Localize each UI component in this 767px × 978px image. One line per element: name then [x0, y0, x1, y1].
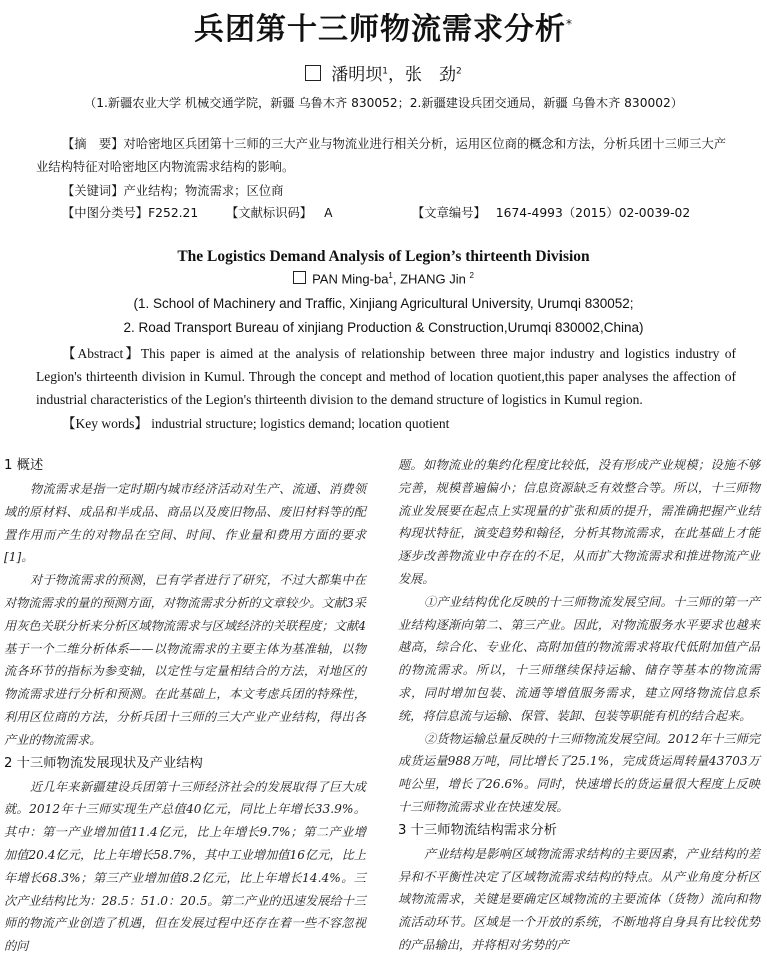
author2-en-mark: 2	[469, 271, 474, 280]
checkbox-icon	[293, 271, 306, 284]
section-heading-2: 2 十三师物流发展现状及产业结构	[4, 755, 203, 771]
keywords-en	[62, 412, 449, 432]
abstract-en-text: This paper is aimed at the analysis of relationship between three major industry and logistics industry of Legion's thirteenth division in Kumul. Through the concept and method of location quotient,this paper analyses the affection of industrial characteristics of the Legion's thirteenth division to the demand structure of logistics in Kumul region.	[36, 346, 736, 407]
classification-line	[62, 202, 742, 225]
paragraph: 产业结构是影响区域物流需求结构的主要因素，产业结构的差异和不平衡性决定了区域物流需求结构的特点。从产业角度分析区域物流需求，关键是要确定区域物流的主要流体（货物）流向和物流活动环节。区域是一个开放的系统，不断地将自身具有比较优势的产品输出，并将相对劣势的产	[398, 846, 760, 952]
abstract-en	[36, 342, 736, 411]
abstract-en-label: 【Abstract】	[62, 346, 141, 361]
affiliation-en-1: (1. School of Machinery and Traffic, Xinjiang Agricultural University, Urumqi 830052;	[133, 296, 634, 311]
author-separator: ，	[388, 65, 405, 85]
abstract-cn-label: 【摘 要】	[62, 137, 124, 151]
keywords-en-label: 【Key words】	[62, 416, 148, 431]
abstract-cn	[36, 133, 736, 178]
paragraph: 物流需求是指一定时期内城市经济活动对生产、流通、消费领域的原材料、成品和半成品、商品以及废旧物品、废旧材料等的配置作用而产生的对物品在空间、时间、作业量和费用方面的要求[1]。	[4, 482, 366, 565]
author1-affil-mark: 1	[382, 66, 388, 77]
english-title: The Logistics Demand Analysis of Legion’s thirteenth Division	[177, 248, 590, 265]
keywords-cn-text: 产业结构；物流需求；区位商	[123, 184, 284, 198]
author2-affil-mark: 2	[456, 66, 462, 77]
affiliation-en-2: 2. Road Transport Bureau of xinjiang Production & Construction,Urumqi 830002,China)	[123, 320, 644, 335]
authors-cn	[0, 60, 767, 85]
authors-en	[0, 271, 767, 286]
paragraph: ②货物运输总量反映的十三师物流发展空间。2012年十三师完成货运量988万吨，同比增长了25.1%，完成货运周转量43703万吨公里，增长了26.6%。同时，快速增长的货运量很大程度上反映十三师物流需求业在快速发展。	[398, 731, 760, 814]
article-number-label: 【文章编号】	[412, 206, 486, 220]
author2-name: 张 劲	[405, 65, 456, 85]
section-heading-3: 3 十三师物流结构需求分析	[398, 822, 557, 838]
paper-title	[0, 4, 767, 48]
author1-en: PAN Ming-ba	[312, 271, 389, 287]
author1-en-mark: 1	[388, 271, 393, 280]
title-footnote-mark: *	[566, 17, 573, 31]
paragraph: ①产业结构优化反映的十三师物流发展空间。十三师的第一产业结构逐渐向第二、第三产业。因此，对物流服务水平要求也越来越高，综合化、专业化、高附加值的物流需求将取代低附加值产品的物流需求。所以，十三师继续保持运输、储存等基本的物流需求，同时增加包装、流通等增值服务需求，建立网络物流信息系统，将信息流与运输、保管、装卸、包装等职能有机的结合起来。	[398, 594, 760, 723]
title-text: 兵团第十三师物流需求分析	[194, 12, 566, 47]
author-en-separator: ,	[392, 271, 401, 287]
checkbox-icon	[305, 65, 321, 81]
paragraph: 题。如物流业的集约化程度比较低，没有形成产业规模；设施不够完善，规模普遍偏小；信息资源缺乏有效整合等。所以，十三师物流业发展要在起点上实现量的扩张和质的提升，需准确把握产业结构现状特征，演变趋势和翰径，分析其物流需求，在此基础上才能逐步改善物流业中存在的不足，从而扩大物流需求和推进物流产业发展。	[398, 458, 760, 586]
section-heading-1: 1 概述	[4, 458, 44, 473]
keywords-cn	[62, 180, 762, 203]
clc-label: 【中图分类号】	[62, 206, 149, 220]
doc-code-label: 【文献标识码】	[226, 206, 313, 220]
clc-value: F252.21	[148, 206, 199, 220]
author2-en: ZHANG Jin	[400, 271, 466, 287]
paragraph: 近几年来新疆建设兵团第十三师经济社会的发展取得了巨大成就。2012年十三师实现生产总值40亿元，同比上年增长33.9%。其中：第一产业增加值11.4亿元，比上年增长9.7%；第二产业增加值20.4亿元，比上年增长58.7%，其中工业增加值16亿元，比上年增长68.3%；第三产业增加值8.2亿元，比上年增长14.4%。三次产业结构比为：28.5：51.0：20.5。第二产业的迅速发展给十三师的物流产业创造了机遇，但在发展过程中还存在着一些不容忽视的问	[4, 779, 366, 954]
keywords-cn-label: 【关键词】	[62, 184, 124, 198]
keywords-en-text: industrial structure; logistics demand; location quotient	[151, 416, 450, 431]
doc-code-value: A	[324, 206, 333, 220]
body-column-left	[4, 454, 366, 958]
author1-name: 潘明坝	[331, 65, 383, 85]
affiliations-cn: （1.新疆农业大学 机械交通学院，新疆 乌鲁木齐 830052；2.新疆建设兵团交通局，新疆 乌鲁木齐 830002）	[84, 96, 683, 110]
body-column-right	[398, 454, 760, 957]
article-number-value: 1674-4993（2015）02-0039-02	[495, 206, 691, 220]
paragraph: 对于物流需求的预测，已有学者进行了研究，不过大都集中在对物流需求的量的预测方面，对物流需求分析的文章较少。文献3采用灰色关联分析来分析区域物流需求与区域经济的关联程度；文献4基于一个二维分析体系——以物流需求的主要主体为基准轴，以物流各环节的指标为参变轴，以定性与定量相结合的方法，对地区的物流需求进行分析和预测。在此基础上，本文考虑兵团的特殊性，利用区位商的方法，分析兵团十三师的三大产业产业结构，得出各产业的物流需求。	[4, 573, 366, 747]
abstract-cn-text: 对哈密地区兵团第十三师的三大产业与物流业进行相关分析，运用区位商的概念和方法，分析兵团十三师三大产业结构特征对哈密地区内物流需求结构的影响。	[36, 137, 727, 174]
